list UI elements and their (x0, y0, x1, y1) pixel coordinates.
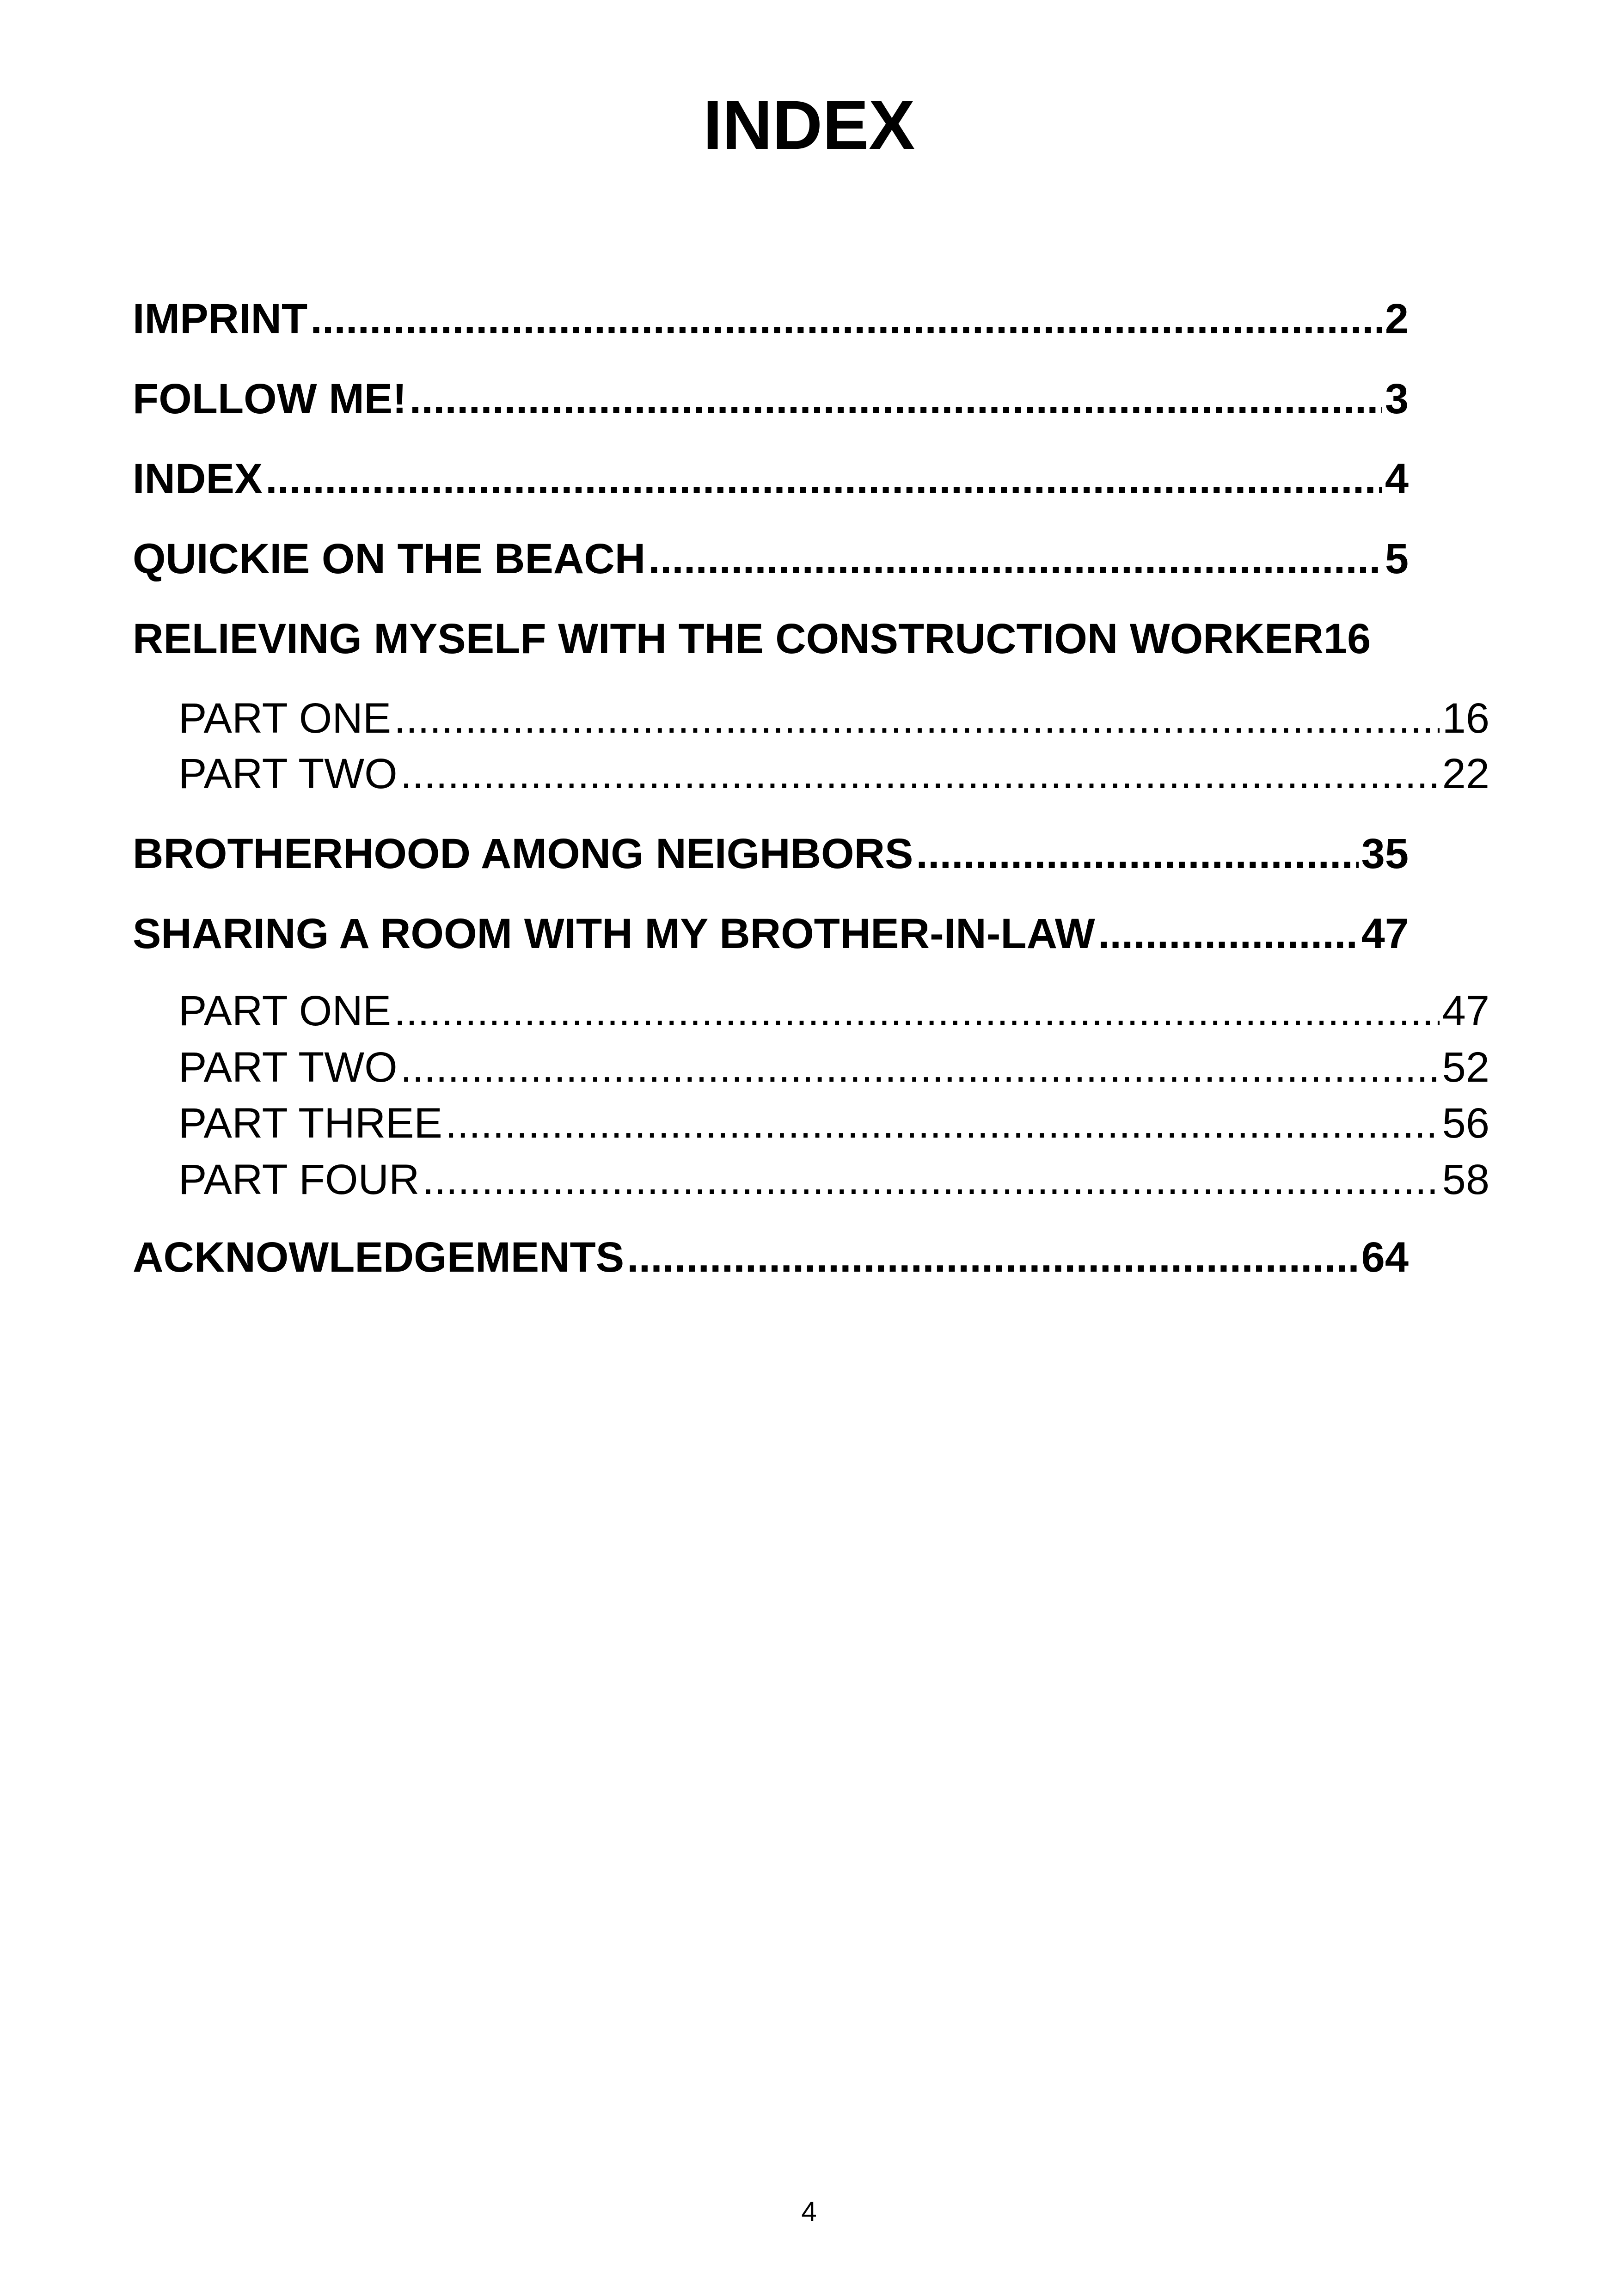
toc-entry-quickie-on-the-beach[interactable] (133, 531, 1409, 587)
toc-subentry-part-one[interactable] (178, 691, 1489, 746)
toc-subentry-part-three[interactable] (178, 1096, 1489, 1151)
toc-entry-page: 56 (1442, 1100, 1489, 1147)
toc-entry-acknowledgements[interactable] (133, 1230, 1409, 1285)
toc-subentry-part-one[interactable] (178, 983, 1489, 1039)
toc-entry-page: 47 (1442, 987, 1489, 1035)
dot-leader (394, 691, 1440, 746)
toc-entry-label: PART TWO (178, 1044, 398, 1091)
dot-leader (648, 531, 1382, 587)
toc-subentry-part-two[interactable] (178, 746, 1489, 802)
dot-leader (445, 1096, 1440, 1151)
toc-entry-brotherhood-among-neighbors[interactable] (133, 826, 1409, 882)
toc-entry-index[interactable] (133, 451, 1409, 507)
dot-leader (400, 746, 1440, 802)
toc-entry-label: PART FOUR (178, 1156, 420, 1203)
page-number: 4 (801, 2196, 817, 2227)
dot-leader (916, 826, 1358, 882)
toc-entry-sharing-a-room[interactable] (133, 906, 1409, 961)
toc-entry-label: RELIEVING MYSELF WITH THE CONSTRUCTION WORKER (133, 615, 1324, 662)
toc-entry-page: 58 (1442, 1156, 1489, 1203)
dot-leader (394, 983, 1440, 1039)
page-title: INDEX (703, 86, 915, 164)
toc-entry-page: 22 (1442, 750, 1489, 797)
toc-entry-page: 3 (1385, 375, 1409, 422)
dot-leader (422, 1152, 1439, 1207)
toc-entry-page: 16 (1442, 695, 1489, 742)
toc-entry-follow-me[interactable] (133, 371, 1409, 427)
toc-entry-label: PART THREE (178, 1100, 442, 1147)
dot-leader (1098, 906, 1359, 961)
toc-entry-imprint[interactable] (133, 291, 1409, 347)
toc-entry-label: PART ONE (178, 987, 392, 1035)
dot-leader (265, 451, 1382, 507)
dot-leader (310, 291, 1382, 347)
toc-entry-page: 4 (1385, 455, 1409, 502)
toc-entry-label: IMPRINT (133, 295, 308, 343)
toc-entry-page: 47 (1361, 910, 1409, 957)
toc-entry-page: 52 (1442, 1044, 1489, 1091)
toc-subentry-part-four[interactable] (178, 1152, 1489, 1207)
dot-leader (410, 371, 1382, 427)
toc-entry-page: 2 (1385, 295, 1409, 343)
dot-leader (627, 1230, 1359, 1285)
toc-entry-page: 64 (1361, 1234, 1409, 1281)
toc-entry-label: PART ONE (178, 695, 392, 742)
dot-leader (400, 1040, 1440, 1095)
toc-entry-label: SHARING A ROOM WITH MY BROTHER-IN-LAW (133, 910, 1095, 957)
toc-subentry-part-two[interactable] (178, 1040, 1489, 1095)
toc-entry-label: ACKNOWLEDGEMENTS (133, 1234, 625, 1281)
toc-entry-label: FOLLOW ME! (133, 375, 407, 422)
toc-entry-page: 5 (1385, 535, 1409, 582)
toc-entry-label: PART TWO (178, 750, 398, 797)
toc-entry-page: 35 (1361, 830, 1409, 877)
toc-entry-label: BROTHERHOOD AMONG NEIGHBORS (133, 830, 913, 877)
toc-entry-relieving-myself[interactable] (133, 611, 1520, 667)
toc-entry-label: QUICKIE ON THE BEACH (133, 535, 646, 582)
toc-entry-label: INDEX (133, 455, 263, 502)
toc-entry-page: 16 (1323, 615, 1371, 662)
